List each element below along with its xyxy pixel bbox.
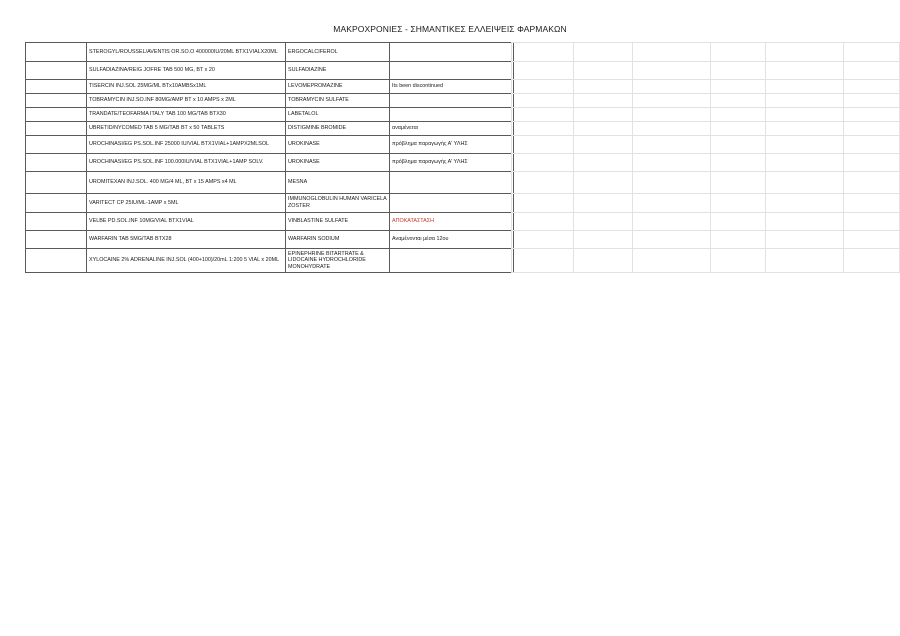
status-cell [390,62,514,80]
grid-cell [766,122,844,136]
status-cell [390,108,514,122]
status-cell [390,172,514,194]
product-cell: WARFARIN TAB 5MG/TAB BTX28 [87,231,286,249]
grid-row [512,43,900,62]
grid-cell [632,94,710,108]
blank-cell [26,194,87,213]
substance-cell: MESNA [286,172,390,194]
table-row [26,172,514,194]
blank-cell [26,172,87,194]
table-row [26,122,514,136]
table-row [26,108,514,122]
product-cell: UROCHINASI/EG PS.SOL.INF 100.000IU/VIAL BTX1VIAL+1AMP SOLV. [87,154,286,172]
substance-cell: TOBRAMYCIN SULFATE [286,94,390,108]
grid-row [512,154,900,172]
status-cell: πρόβλημα παραγωγής Α' ΥΛΗΣ [390,154,514,172]
status-cell [390,43,514,62]
grid-cell [512,136,574,154]
grid-cell [632,136,710,154]
grid-cell [574,62,633,80]
substance-cell: LEVOMEPROMAZINE [286,80,390,94]
substance-cell: SULFADIAZINE [286,62,390,80]
grid-cell [844,122,900,136]
product-cell: STEROGYL/ROUSSEL/AVENTIS OR.SO.O 400000IU/20ML BTX1VIALX20ML [87,43,286,62]
grid-cell [766,249,844,273]
grid-cell [512,108,574,122]
grid-row [512,231,900,249]
grid-cell [710,94,766,108]
substance-cell: UROKINASE [286,136,390,154]
grid-cell [574,194,633,213]
empty-spreadsheet-grid [511,42,900,273]
product-cell: TISERCIN INJ.SOL 25MG/ML BTx10AMBSx1ML [87,80,286,94]
grid-cell [632,194,710,213]
grid-row [512,80,900,94]
grid-cell [844,94,900,108]
table-row [26,62,514,80]
grid-cell [512,43,574,62]
grid-cell [512,194,574,213]
blank-cell [26,122,87,136]
grid-cell [766,194,844,213]
grid-cell [710,80,766,94]
status-cell: πρόβλημα παραγωγής Α' ΥΛΗΣ [390,136,514,154]
grid-cell [766,108,844,122]
grid-cell [766,136,844,154]
grid-cell [710,154,766,172]
grid-row [512,122,900,136]
grid-row [512,108,900,122]
substance-cell: EPINEPHRINE BITARTRATE & LIDOCAINE HYDROCHLORIDE MONOHYDRATE [286,249,390,273]
grid-cell [574,249,633,273]
grid-cell [574,43,633,62]
substance-cell: IMMUNOGLOBULIN HUMAN VARICELA ZOSTER [286,194,390,213]
blank-cell [26,80,87,94]
status-cell: Its been discontinued [390,80,514,94]
grid-cell [710,249,766,273]
grid-cell [710,213,766,231]
grid-cell [512,80,574,94]
grid-cell [632,213,710,231]
grid-cell [512,249,574,273]
grid-cell [710,231,766,249]
grid-cell [844,249,900,273]
substance-cell: VINBLASTINE SULFATE [286,213,390,231]
product-cell: TRANDATE/TEOFARMA ITALY TAB 100 MG/TAB BTX30 [87,108,286,122]
grid-cell [844,62,900,80]
grid-cell [632,122,710,136]
table-row [26,94,514,108]
page-title: ΜΑΚΡΟΧΡΟΝΙΕΣ - ΣΗΜΑΝΤΙΚΕΣ ΕΛΛΕΙΨΕΙΣ ΦΑΡΜΑΚΩΝ [333,24,567,34]
grid-cell [766,80,844,94]
grid-cell [844,136,900,154]
grid-cell [632,249,710,273]
product-cell: UBRETID/NYCOMED TAB 5 MG/TAB BT x 50 TABLETS [87,122,286,136]
grid-cell [632,172,710,194]
product-cell: SULFADIAZINA/REIG JOFRE TAB 500 MG, BT x 20 [87,62,286,80]
blank-cell [26,231,87,249]
blank-cell [26,154,87,172]
substance-cell: DISTIGMINE BROMIDE [286,122,390,136]
grid-cell [766,94,844,108]
table-row [26,80,514,94]
table-row [26,43,514,62]
grid-cell [710,136,766,154]
grid-cell [574,154,633,172]
grid-cell [844,213,900,231]
blank-cell [26,213,87,231]
grid-cell [512,94,574,108]
grid-row [512,136,900,154]
grid-cell [632,108,710,122]
blank-cell [26,94,87,108]
grid-row [512,172,900,194]
substance-cell: UROKINASE [286,154,390,172]
table-row [26,249,514,273]
grid-cell [512,122,574,136]
grid-cell [632,154,710,172]
grid-cell [574,172,633,194]
grid-cell [574,136,633,154]
grid-cell [766,43,844,62]
grid-cell [710,62,766,80]
status-cell: Αναμένονται μέσα 12ου [390,231,514,249]
grid-cell [574,94,633,108]
status-cell: ΑΠΟΚΑΤΑΣΤΑΣΗ [390,213,514,231]
product-cell: UROCHINASI/EG PS.SOL.INF 25000 IU/VIAL BTX1VIAL+1AMPX2MLSOL [87,136,286,154]
grid-cell [710,43,766,62]
product-cell: XYLOCAINE 2% ADRENALINE INJ.SOL (400+100)/20mL 1:200 5 VIAL x 20ML [87,249,286,273]
grid-cell [844,43,900,62]
blank-cell [26,249,87,273]
grid-cell [632,231,710,249]
grid-row [512,62,900,80]
grid-cell [512,172,574,194]
grid-row [512,194,900,213]
grid-cell [512,213,574,231]
grid-cell [574,108,633,122]
grid-cell [512,62,574,80]
grid-cell [844,80,900,94]
table-row [26,231,514,249]
table-row [26,154,514,172]
grid-cell [844,154,900,172]
grid-cell [512,154,574,172]
grid-cell [574,122,633,136]
grid-cell [844,172,900,194]
blank-cell [26,136,87,154]
grid-row [512,213,900,231]
grid-cell [766,231,844,249]
grid-cell [574,80,633,94]
grid-cell [574,231,633,249]
substance-cell: ERGOCALCIFEROL [286,43,390,62]
grid-cell [844,194,900,213]
product-cell: VARITECT CP 25IU/ML-1AMP x 5ML [87,194,286,213]
status-cell [390,249,514,273]
grid-cell [844,231,900,249]
product-cell: TOBRAMYCIN INJ.SO.INF 80MG/AMP BT x 10 AMPS x 2ML [87,94,286,108]
blank-cell [26,62,87,80]
table-row [26,136,514,154]
status-cell: αναμένεται [390,122,514,136]
grid-cell [512,231,574,249]
table-row [26,213,514,231]
blank-cell [26,108,87,122]
shortages-table [25,42,514,273]
status-cell [390,194,514,213]
substance-cell: LABETALOL [286,108,390,122]
grid-cell [710,194,766,213]
grid-cell [766,154,844,172]
blank-cell [26,43,87,62]
grid-cell [632,62,710,80]
grid-cell [632,80,710,94]
grid-row [512,94,900,108]
product-cell: VELBE PD.SOL.INF 10MG/VIAL BTX1VIAL [87,213,286,231]
grid-cell [766,213,844,231]
grid-cell [844,108,900,122]
substance-cell: WARFARIN SODIUM [286,231,390,249]
grid-row [512,249,900,273]
grid-cell [574,213,633,231]
grid-cell [632,43,710,62]
grid-cell [710,172,766,194]
grid-cell [766,62,844,80]
grid-cell [710,108,766,122]
grid-cell [710,122,766,136]
table-row [26,194,514,213]
grid-cell [766,172,844,194]
status-cell [390,94,514,108]
product-cell: UROMITEXAN INJ.SOL. 400 MG/4 ML, BT x 15 AMPS x4 ML [87,172,286,194]
